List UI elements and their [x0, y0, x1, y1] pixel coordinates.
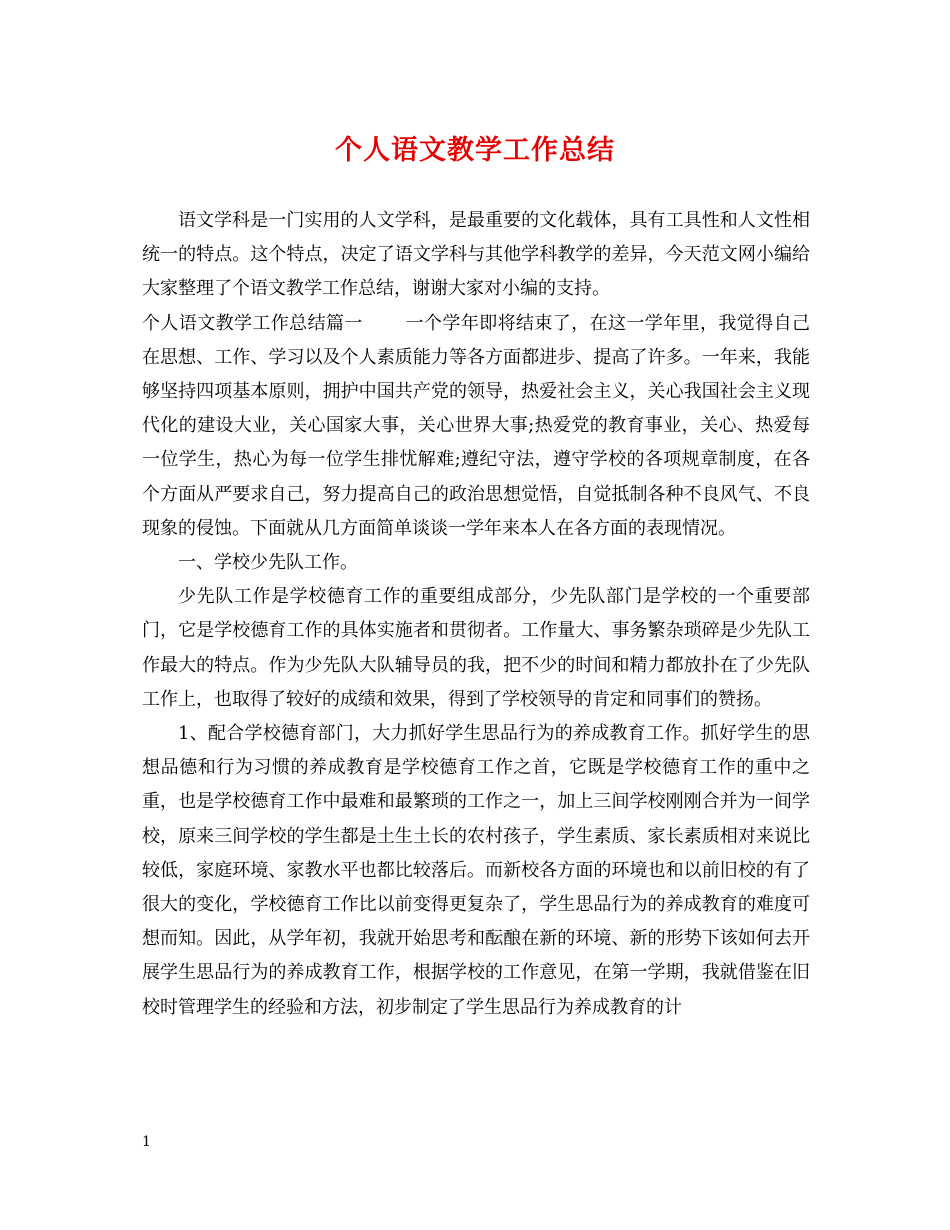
paragraph-3: 1、配合学校德育部门，大力抓好学生思品行为的养成教育工作。抓好学生的思想品德和行为习惯的养成教育是学校德育工作之首，它既是学校德育工作的重中之重，也是学校德育工作中最难和最繁琐的工作之一，加上三间学校刚刚合并为一间学校，原来三间学校的学生都是土生土长的农村孩子，学生素质、家长素质相对来说比较低，家庭环境、家教水平也都比较落后。而新校各方面的环境也和以前旧校的有了很大的变化，学校德育工作比以前变得更复杂了，学生思品行为的养成教育的难度可想而知。因此，从学年初，我就开始思考和酝酿在新的环境、新的形势下该如何去开展学生思品行为的养成教育工作，根据学校的工作意见，在第一学期，我就借鉴在旧校时管理学生的经验和方法，初步制定了学生思品行为养成教育的计 [142, 723, 810, 1018]
paragraph-2: 少先队工作是学校德育工作的重要组成部分，少先队部门是学校的一个重要部门，它是学校德育工作的具体实施者和贯彻者。工作量大、事务繁杂琐碎是少先队工作最大的特点。作为少先队大队辅导员的我，把不少的时间和精力都放扑在了少先队工作上，也取得了较好的成绩和效果，得到了学校领导的肯定和同事们的赞扬。 [142, 586, 810, 710]
document-title: 个人语文教学工作总结 [335, 135, 615, 166]
subheading-1: 一、学校少先队工作。 [178, 552, 358, 574]
section-heading: 个人语文教学工作总结篇一 [142, 312, 363, 334]
document-body [142, 204, 810, 1025]
section-paragraph [142, 307, 810, 546]
section-body: 一个学年即将结束了，在这一学年里，我觉得自己在思想、工作、学习以及个人素质能力等各方面都进步、提高了许多。一年来，我能够坚持四项基本原则，拥护中国共产党的领导，热爱社会主义，关心我国社会主义现代化的建设大业，关心国家大事，关心世界大事;热爱党的教育事业，关心、热爱每一位学生，热心为每一位学生排忧解难;遵纪守法，遵守学校的各项规章制度，在各个方面从严要求自己，努力提高自己的政治思想觉悟，自觉抵制各种不良风气、不良现象的侵蚀。下面就从几方面简单谈谈一学年来本人在各方面的表现情况。 [142, 312, 810, 539]
page-number: 1 [142, 1134, 151, 1150]
intro-paragraph: 语文学科是一门实用的人文学科，是最重要的文化载体，具有工具性和人文性相统一的特点。这个特点，决定了语文学科与其他学科教学的差异，今天范文网小编给大家整理了个语文教学工作总结，谢谢大家对小编的支持。 [142, 210, 810, 300]
